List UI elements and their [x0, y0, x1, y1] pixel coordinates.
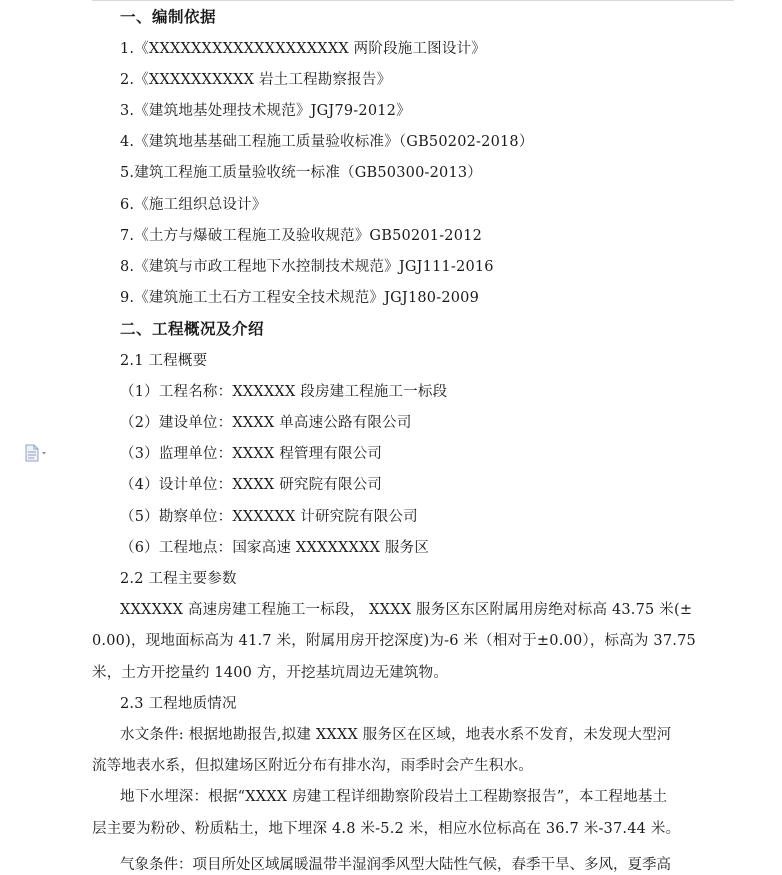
- document-dropdown-icon[interactable]: [24, 444, 50, 462]
- project-name-item: （1）工程名称：XXXXXX 段房建工程施工一标段: [120, 384, 448, 400]
- builder-item: （2）建设单位：XXXX 单高速公路有限公司: [120, 415, 412, 431]
- section1-heading: 一、编制依据: [120, 8, 217, 26]
- reference-item-8: 8.《建筑与市政工程地下水控制技术规范》JGJ111-2016: [120, 259, 494, 275]
- designer-item: （4）设计单位：XXXX 研究院有限公司: [120, 477, 383, 493]
- surveyor-item: （5）勘察单位：XXXXXX 计研究院有限公司: [120, 509, 418, 525]
- section2-heading: 二、工程概况及介绍: [120, 320, 265, 338]
- parameters-paragraph-line-2: 0.00)，现地面标高为 41.7 米，附属用房开挖深度)为-6 米（相对于±0.00），标高为 37.75: [92, 633, 696, 649]
- reference-item-3: 3.《建筑地基处理技术规范》JGJ79-2012》: [120, 103, 411, 119]
- groundwater-paragraph-line-2: 层主要为粉砂、粉质粘土，地下埋深 4.8 米-5.2 米，相应水位标高在 36.7 米-37.44 米。: [92, 821, 681, 837]
- reference-item-2: 2.《XXXXXXXXXX 岩土工程勘察报告》: [120, 72, 392, 88]
- page-top-rule: [92, 0, 734, 1]
- supervisor-item: （3）监理单位：XXXX 程管理有限公司: [120, 446, 383, 462]
- location-item: （6）工程地点：国家高速 XXXXXXXX 服务区: [120, 540, 430, 556]
- reference-item-4: 4.《建筑地基基础工程施工质量验收标准》（GB50202-2018）: [120, 134, 534, 150]
- climate-paragraph-partial: 气象条件：项目所处区域属暖温带半湿润季风型大陆性气候，春季干旱、多风，夏季高: [120, 857, 671, 873]
- subsection-2-2-title: 2.2 工程主要参数: [120, 571, 237, 587]
- parameters-paragraph-line-3: 米，土方开挖量约 1400 方，开挖基坑周边无建筑物。: [92, 665, 449, 681]
- reference-item-7: 7.《土方与爆破工程施工及验收规范》GB50201-2012: [120, 228, 482, 244]
- hydrology-paragraph-line-1: 水文条件: 根据地勘报告,拟建 XXXX 服务区在区域，地表水系不发育，未发现大型河: [120, 727, 672, 743]
- reference-item-1: 1.《XXXXXXXXXXXXXXXXXXX 两阶段施工图设计》: [120, 41, 486, 57]
- subsection-2-3-title: 2.3 工程地质情况: [120, 696, 237, 712]
- reference-item-5: 5.建筑工程施工质量验收统一标准（GB50300-2013）: [120, 165, 482, 181]
- parameters-paragraph-line-1: XXXXXX 高速房建工程施工一标段， XXXX 服务区东区附属用房绝对标高 43.75 米(±: [120, 602, 693, 618]
- chevron-down-icon: [42, 452, 46, 455]
- reference-item-9: 9.《建筑施工土石方工程安全技术规范》JGJ180-2009: [120, 290, 480, 306]
- groundwater-paragraph-line-1: 地下水埋深：根据“XXXX 房建工程详细勘察阶段岩土工程勘察报告”，本工程地基土: [120, 789, 668, 805]
- document-icon: [24, 444, 50, 462]
- reference-item-6: 6.《施工组织总设计》: [120, 197, 267, 213]
- hydrology-paragraph-line-2: 流等地表水系，但拟建场区附近分布有排水沟，雨季时会产生积水。: [92, 758, 533, 774]
- subsection-2-1-title: 2.1 工程概要: [120, 353, 208, 369]
